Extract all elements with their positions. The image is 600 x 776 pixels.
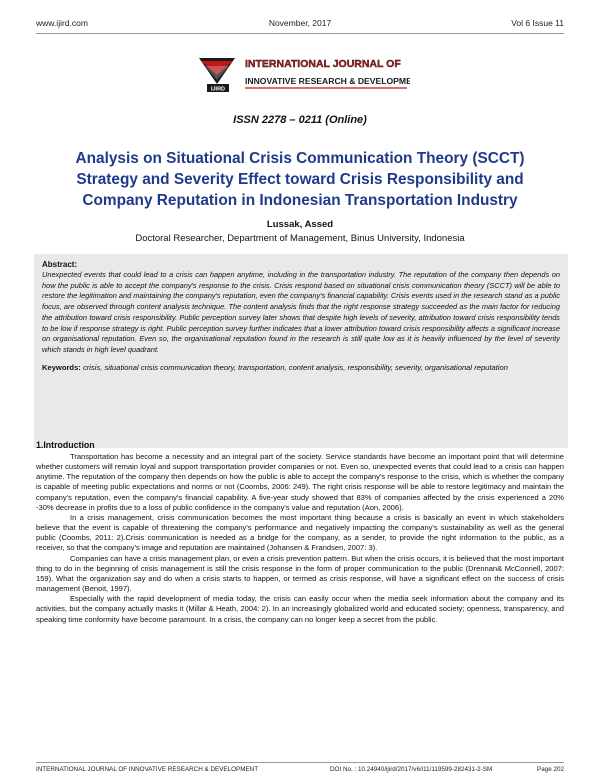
logo-line-1: INTERNATIONAL JOURNAL OF	[245, 58, 401, 70]
paragraph: Especially with the rapid development of media today, the crisis can easily occur when the media seek information about the company and its activities, but the company actually masks it (Millar & Heath, 2004: 2). In an increasingly globalized world and educated society; openness, transparency, and speaking time conformity have become paramount. In a crisis, the company can no longer keep a secret from the public.	[36, 594, 564, 624]
abstract-text: Unexpected events that could lead to a crisis can happen anytime, including in the transportation industry. The reputation of the company then depends on how the public is able to accept the company's response to the crisis. Crisis respond based on situational crisis communication theory (SCCT) will be able to restore the legitimation and maintaining the company's reputation, even the company's financial capability. Crisis events used in the research stand as a public focus, are observed through content analysis technique. The content analysis finds that the right response strategy succeeded as the main factor for reducing the attribution toward crisis responsibility. Public perception survey later shows that despite high levels of severity, attribution toward crisis responsibility tends to be low if response strategy is right. Public perception survey further indicates that a lower attribution toward crisis responsibility affects a significant increase on organisational reputation. Even so, the organisational reputation found in the research is still quite low as it is heavily influenced by the level of severity which stands in high level quadrant.	[42, 270, 560, 354]
header-date: November, 2017	[268, 18, 332, 28]
footer-doi[interactable]: DOI No. : 10.24940/ijird/2017/v6/i11/119599-282431-2-SM	[330, 766, 493, 773]
article-title	[40, 148, 560, 211]
keywords-text: crisis, situational crisis communication theory, transportation, content analysis, responsibility, severity, organisational reputation	[82, 362, 508, 372]
footer-divider	[36, 762, 564, 763]
issn: ISSN 2278 – 0211 (Online)	[233, 114, 367, 126]
journal-logo-graphic	[195, 44, 410, 102]
logo-line-2: INNOVATIVE RESEARCH & DEVELOPMENT	[245, 76, 410, 86]
keywords	[42, 363, 560, 374]
author-name: Lussak, Assed	[266, 219, 334, 230]
keywords-label: Keywords:	[42, 362, 81, 372]
abstract-box	[34, 254, 568, 448]
logo-badge: IJIRD	[210, 86, 226, 93]
title-line-1: Analysis on Situational Crisis Communication Theory (SCCT)	[75, 150, 525, 167]
header-divider	[36, 33, 564, 34]
header-website[interactable]: www.ijird.com	[36, 18, 88, 28]
section-heading: 1.Introduction	[36, 440, 95, 450]
abstract-heading: Abstract:	[42, 260, 78, 269]
section-body	[36, 452, 564, 625]
header-volume: Vol 6 Issue 11	[511, 18, 564, 28]
paragraph: In a crisis management, crisis communication becomes the most important thing because a crisis is basically an event in which stakeholders believe that the event is capable of threatening the company's performance and negatively impacting the company's sustainability as well as the general public (Coombs, 2011: 2).Crisis communication is needed as a bridge for the company, as a sender, to provide the right information to the public, as a receiver, so that the company's image and reputation are maintained (Johansen & Frandsen, 2007: 3).	[36, 512, 564, 553]
footer-journal: INTERNATIONAL JOURNAL OF INNOVATIVE RESEARCH & DEVELOPMENT	[36, 766, 259, 773]
author-affiliation: Doctoral Researcher, Department of Management, Binus University, Indonesia	[135, 233, 465, 244]
journal-logo	[195, 44, 410, 102]
paragraph: Companies can have a crisis management plan, or even a crisis prevention pattern. But when the crisis occurs, it is believed that the most important thing to do in the beginning of crisis management is still the crisis response in the form of proper communication to the public (Drennan& McConnell, 2007: 159). What the organization say and do when a crisis starts to happen, or termed as crisis response, will have a significant effect on the success of crisis management (Benoit, 1997).	[36, 553, 564, 594]
title-line-3: Company Reputation in Indonesian Transportation Industry	[82, 192, 518, 209]
paragraph: Transportation has become a necessity and an integral part of the society. Service standards have become an important point that will determine whether customers will remain loyal and support transportation provider companies or not. Even so, unexpected events that could lead to a crisis can happen anytime. The reputation of the company then depends on how the public is able to accept the company's response to the crisis, which is whether the company is capable of meeting public expectations and norms or not (Coombs, 2006: 249). The right crisis response will be able to restore legitimacy and maintain the company's reputation, even the company's financial capability. A five-year study showed that 83% of companies affected by the crisis experienced a 20% -30% decrease in profits due to a loss of public confidence in the company's value and reputation (Aon, 2006).	[36, 452, 564, 512]
title-line-2: Strategy and Severity Effect toward Crisis Responsibility and	[76, 171, 524, 188]
footer-page: Page 202	[537, 766, 564, 773]
